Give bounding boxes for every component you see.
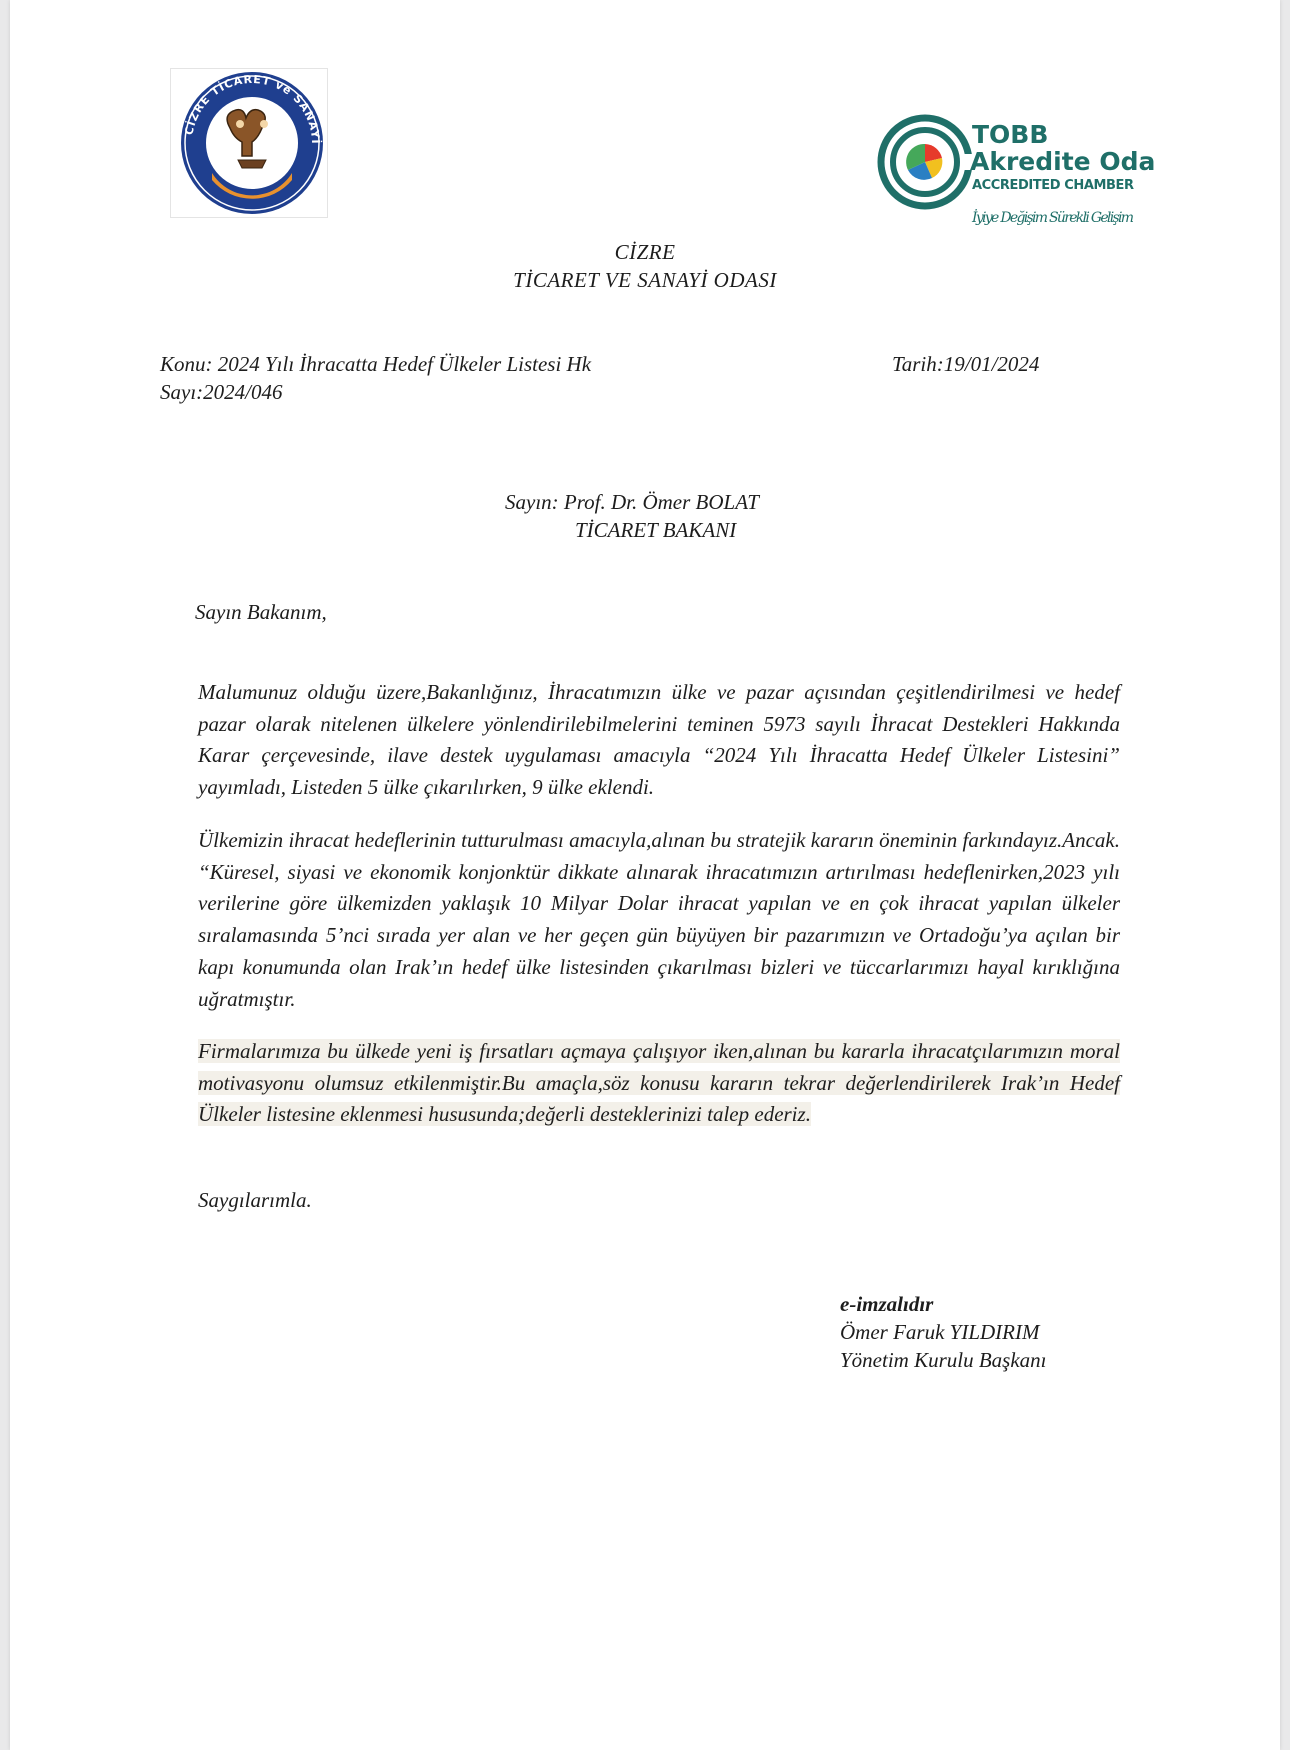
recipient-title: TİCARET BAKANI — [575, 518, 737, 542]
chamber-seal-icon — [170, 68, 328, 218]
cizre-chamber-logo — [170, 68, 328, 218]
tagline-text: İyiye Değişim Sürekli Gelişim — [972, 210, 1134, 226]
greeting: Sayın Bakanım, — [195, 600, 327, 624]
tobb-accredited-logo — [872, 106, 1160, 236]
closing: Saygılarımla. — [198, 1188, 312, 1212]
accredited-chamber-text: ACCREDITED CHAMBER — [972, 178, 1134, 193]
signatory-name: Ömer Faruk YILDIRIM — [840, 1320, 1040, 1344]
document-date: Tarih:19/01/2024 — [892, 352, 1040, 376]
subject-line: Konu: 2024 Yılı İhracatta Hedef Ülkeler Listesi Hk — [160, 352, 592, 376]
document-number: Sayı:2024/046 — [160, 380, 283, 404]
tobb-accredited-mark — [872, 106, 1160, 236]
signatory-title: Yönetim Kurulu Başkanı — [840, 1348, 1047, 1372]
recipient-name: Sayın: Prof. Dr. Ömer BOLAT — [505, 490, 759, 514]
akredite-oda-text: Akredite Oda — [970, 147, 1156, 176]
seal-year: 1998 — [239, 179, 265, 189]
body-paragraph-3 — [198, 1036, 1120, 1131]
org-name-line1: CİZRE — [614, 240, 676, 264]
org-name-line2: TİCARET VE SANAYİ ODASI — [513, 268, 777, 292]
document-page — [10, 0, 1280, 1750]
body-paragraph-2: Ülkemizin ihracat hedeflerinin tutturulması amacıyla,alınan bu stratejik kararın öneminin farkındayız.Ancak. “Küresel, siyasi ve ekonomik konjonktür dikkate alınarak ihracatımızın artırılması hedeflenirken,2023 yılı verilerine göre ülkemizden yaklaşık 10 Milyar Dolar ihracat yapılan ve en çok ihracat yapılan ülkeler sıralamasında 5’nci sırada yer alan ve her geçen gün büyüyen bir pazarımızın ve Ortadoğu’ya açılan bir kapı konumunda olan Irak’ın hedef ülke listesinden çıkarılması bizleri ve tüccarlarımızı hayal kırıklığına uğratmıştır. — [198, 828, 1120, 1011]
seal-ring-text: CİZRE TİCARET ve SANAYİ — [182, 72, 323, 145]
body-paragraph-1: Malumunuz olduğu üzere,Bakanlığınız, İhracatımızın ülke ve pazar açısından çeşitlendirilmesi ve hedef pazar olarak nitelenen ülkelere yönlendirilebilmelerini teminen 5973 sayılı İhracat Destekleri Hakkında Karar çerçevesinde, ilave destek uygulaması amacıyla “2024 Yılı İhracatta Hedef Ülkeler Listesini” yayımladı, Listeden 5 ülke çıkarılırken, 9 ülke eklendi. — [198, 680, 1120, 800]
e-signature-note: e-imzalıdır — [840, 1292, 934, 1316]
highlighted-paragraph-text: Firmalarımıza bu ülkede yeni iş fırsatları açmaya çalışıyor iken,alınan bu kararla ihracatçılarımızın moral motivasyonu olumsuz etkilenmiştir.Bu amaçla,söz konusu kararın tekrar değerlendirilerek Irak’ın Hedef Ülkeler listesine eklenmesi hususunda;değerli desteklerinizi talep ederiz. — [198, 1039, 1120, 1127]
tobb-text: TOBB — [972, 120, 1049, 149]
